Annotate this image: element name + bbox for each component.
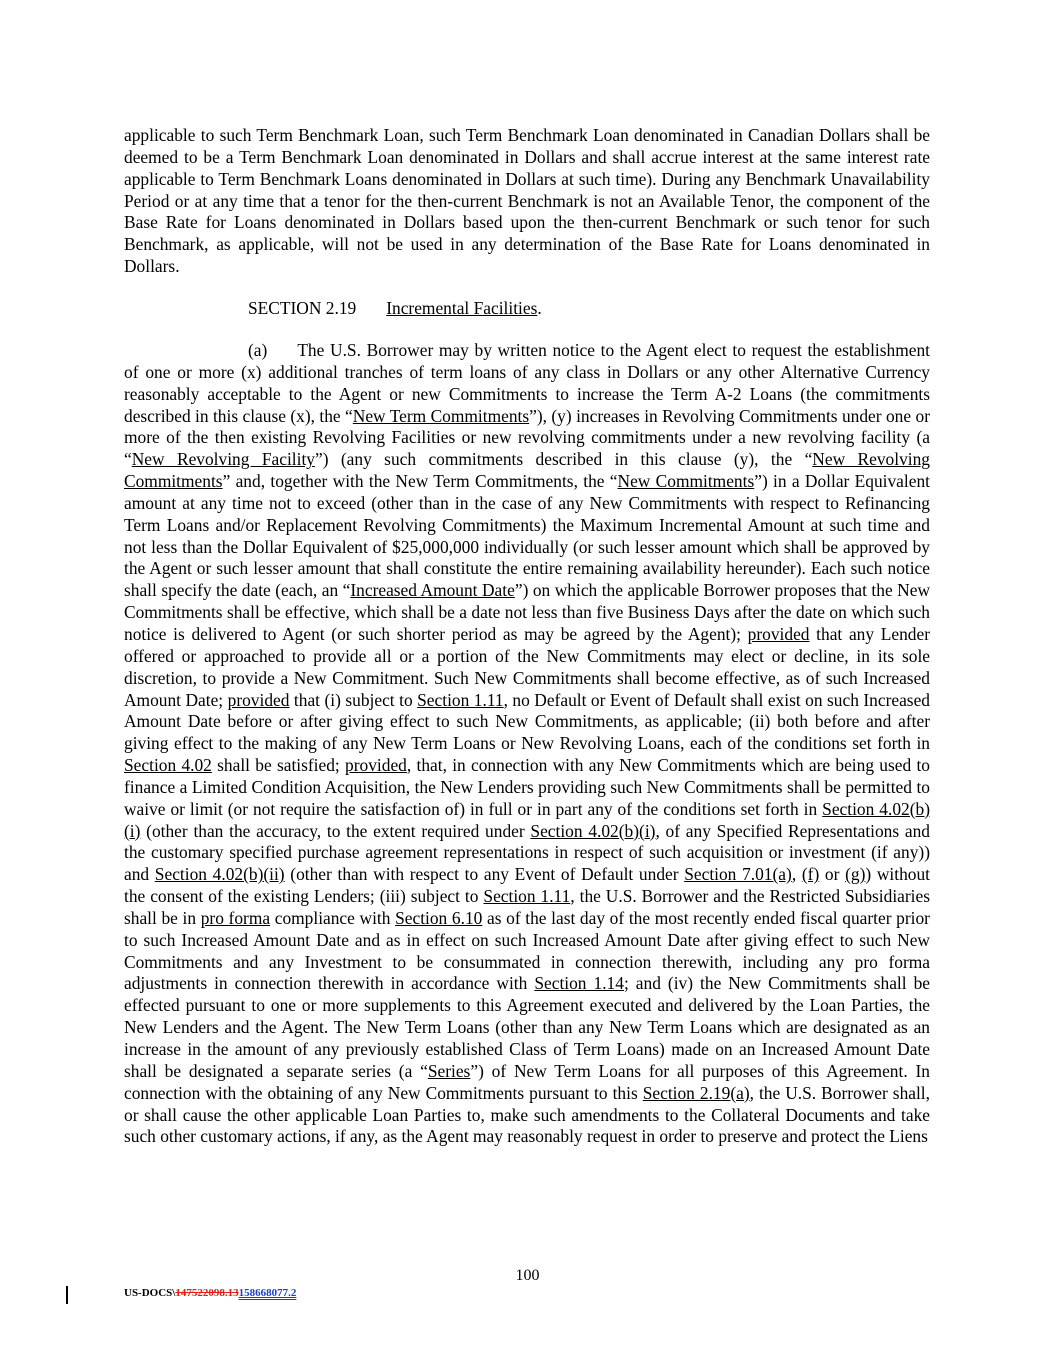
section-reference: (g) bbox=[845, 864, 866, 885]
paragraph-continuation: applicable to such Term Benchmark Loan, such Term Benchmark Loan denominated in Canadian Dollars shall be deemed to be a Term Benchmark Loan denominated in Dollars and shall accrue interest at the same interest rate applicable to Term Benchmark Loans denominated in Dollars at such time). During any Benchmark Unavailability Period or at any time that a tenor for the then-current Benchmark is not an Available Tenor, the component of the Base Rate for Loans denominated in Dollars based upon the then-current Benchmark or such tenor for such Benchmark, as applicable, will not be used in any determination of the Base Rate for Loans denominated in Dollars. bbox=[124, 125, 930, 277]
text-segment: as of the last day of the most recently ended fiscal quarter prior to such Increased Amount Date and as in effect on such Increased Amount Date after giving effect to such New Commitments and any Investment to be consummated in connection therewith, including any pro forma adjustments in connection therewith in accordance with bbox=[124, 907, 930, 994]
doc-id-inserted: 158668077.2 bbox=[238, 1287, 297, 1299]
section-title-end: . bbox=[537, 298, 542, 318]
text-segment: or bbox=[819, 864, 846, 885]
defined-term: New Commitments bbox=[617, 471, 755, 492]
defined-term: provided bbox=[747, 623, 810, 644]
defined-term: Increased Amount Date bbox=[350, 580, 515, 601]
section-reference: Section 4.02(b)(i) bbox=[530, 820, 656, 841]
defined-term: New Revolving Facility bbox=[131, 449, 315, 470]
section-reference: Section 4.02 bbox=[124, 755, 212, 776]
section-reference: Section 1.11 bbox=[417, 689, 504, 710]
section-reference: Section 7.01(a) bbox=[684, 864, 792, 885]
defined-term: New Revolving Commitments bbox=[124, 449, 930, 492]
text-segment: ; and (iv) the New Commitments shall be effected pursuant to one or more supplements to this Agreement executed and delivered by the Loan Parties, the New Lenders and the Agent. The New Term Loans (other than any New Term Loans which are designated as an increase in the amount of any previously established Class of Term Loans) made on an Increased Amount Date shall be designated a separate series (a “ bbox=[124, 973, 930, 1081]
section-reference: Section 4.02(b)(i) bbox=[124, 798, 930, 841]
defined-term: Series bbox=[427, 1060, 471, 1081]
defined-term: provided bbox=[227, 689, 290, 710]
defined-term: New Term Commitments bbox=[352, 405, 530, 426]
text-segment: ”) (any such commitments described in this clause (y), the “ bbox=[314, 449, 813, 470]
text-segment: that (i) subject to bbox=[289, 689, 418, 710]
text-segment: shall be satisfied; bbox=[211, 755, 346, 776]
defined-term: pro forma bbox=[200, 907, 271, 928]
doc-id-prefix: US-DOCS\ bbox=[124, 1287, 176, 1299]
text-segment: (other than with respect to any Event of Default under bbox=[284, 864, 685, 885]
section-title: Incremental Facilities bbox=[386, 298, 538, 318]
text-segment: , the U.S. Borrower shall, or shall cause the other applicable Loan Parties to, make such amendments to the Collateral Documents and take such other customary actions, if any, as the Agent may reasonably request in order to preserve and protect the Liens bbox=[124, 1082, 930, 1147]
clause-label: (a) bbox=[248, 340, 268, 360]
document-id-footer bbox=[124, 1287, 296, 1299]
doc-id-deleted: 147522098.13 bbox=[175, 1287, 239, 1299]
text-segment: ”) of New Term Loans for all purposes of this Agreement. In connection with the obtaining of any New Commitments pursuant to this bbox=[124, 1060, 930, 1103]
section-reference: Section 4.02(b)(ii) bbox=[154, 864, 285, 885]
text-segment: ”), (y) increases in Revolving Commitments under one or more of the then existing Revolving Facilities or new revolving commitments under a new revolving facility (a “ bbox=[124, 405, 930, 470]
text-segment: , the U.S. Borrower and the Restricted Subsidiaries shall be in bbox=[124, 886, 930, 928]
text-segment: compliance with bbox=[270, 907, 396, 928]
section-reference: Section 2.19(a) bbox=[642, 1082, 750, 1103]
text-segment: , no Default or Event of Default shall exist on such Increased Amount Date before or after giving effect to such New Commitments, as applicable; (ii) both before and after giving effect to the making of any New Term Loans or New Revolving Loans, each of the conditions set forth in bbox=[124, 689, 930, 754]
section-reference: (f) bbox=[801, 864, 820, 885]
section-reference: Section 1.14 bbox=[534, 973, 624, 994]
section-reference: Section 6.10 bbox=[395, 907, 483, 928]
text-segment: ” and, together with the New Term Commitments, the “ bbox=[222, 471, 618, 492]
text-segment: (other than the accuracy, to the extent required under bbox=[140, 820, 531, 841]
defined-term: provided bbox=[345, 755, 407, 776]
text-segment: that any Lender offered or approached to provide all or a portion of the New Commitments may elect or decline, in its sole discretion, to provide a New Commitment. Such New Commitments shall become effective, as of such Increased Amount Date; bbox=[124, 623, 930, 710]
text-segment: , that, in connection with any New Commitments which are being used to finance a Limited Condition Acquisition, the New Lenders providing such New Commitments shall be permitted to waive or limit (or not require the satisfaction of) in full or in part any of the conditions set forth in bbox=[124, 755, 930, 819]
text-segment: ) without the consent of the existing Lenders; (iii) subject to bbox=[124, 864, 930, 907]
change-bar bbox=[66, 1286, 68, 1304]
text-segment: ”) in a Dollar Equivalent amount at any time not to exceed (other than in the case of any New Commitments with respect to Refinancing Term Loans and/or Replacement Revolving Commitments) the Maximum Incremental Amount at such time and not less than the Dollar Equivalent of $25,000,000 individually (or such lesser amount which shall be approved by the Agent or such lesser amount that shall constitute the entire remaining availability hereunder). Each such notice shall specify the date (each, an “ bbox=[124, 471, 930, 601]
text-segment: The U.S. Borrower may by written notice to the Agent elect to request the establishment of one or more (x) additional tranches of term loans of any class in Dollars or any other Alternative Currency reasonably acceptable to the Agent or new Commitments to increase the Term A-2 Loans (the commitments described in this clause (x), the “ bbox=[124, 340, 930, 426]
text-segment: , bbox=[791, 864, 802, 885]
page-number: 100 bbox=[515, 1267, 540, 1284]
text-segment: ”) on which the applicable Borrower proposes that the New Commitments shall be effective, which shall be a date not less than five Business Days after the date on which such notice is delivered to Agent (or such shorter period as may be agreed by the Agent); bbox=[124, 580, 931, 644]
section-reference: Section 1.11 bbox=[483, 886, 571, 907]
section-number: SECTION 2.19 bbox=[248, 298, 357, 318]
section-2-19-a-paragraph bbox=[124, 340, 930, 1148]
text-segment: , of any Specified Representations and the customary specified purchase agreement representations in respect of such acquisition or investment (if any)) and bbox=[124, 820, 930, 885]
section-heading bbox=[248, 297, 542, 319]
